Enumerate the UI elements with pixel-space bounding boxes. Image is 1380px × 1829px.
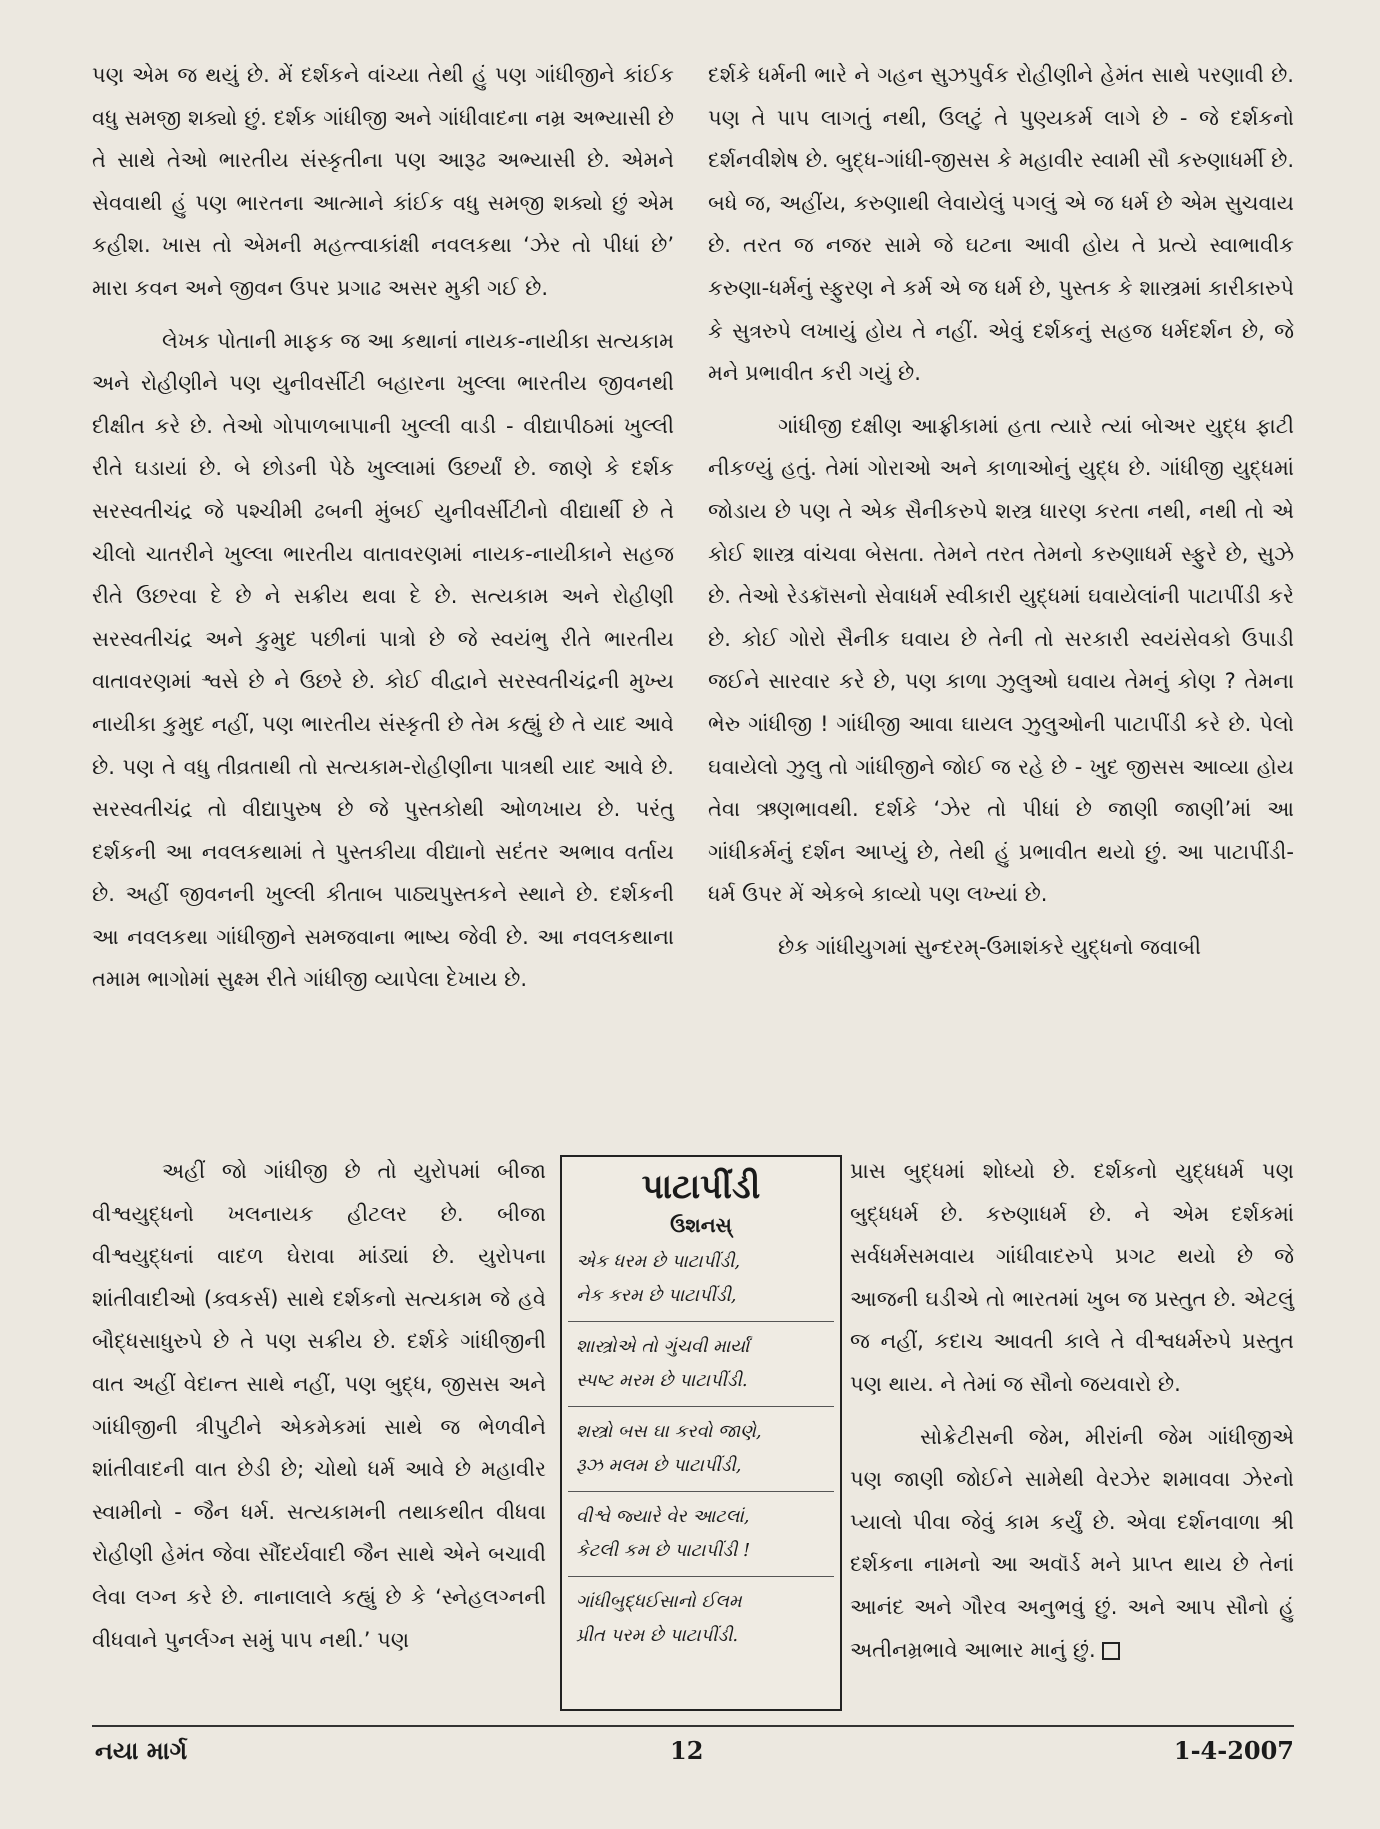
paragraph: દર્શકે ધર્મની ભારે ને ગહન સુઝપુર્વક રોહીણીને હેમંત સાથે પરણાવી છે. પણ તે પાપ લાગતું નથી, ઉલટું તે પુણ્યકર્મ લાગે છે - જે દર્શકનો દર્શનવીશેષ છે. બુદ્ધ-ગાંધી-જીસસ કે મહાવીર સ્વામી સૌ કરુણાધર્મી છે. બધે જ, અહીંય, કરુણાથી લેવાયેલું પગલું એ જ ધર્મ છે એમ સુચવાય છે. તરત જ નજર સામે જે ઘટના આવી હોય તે પ્રત્યે સ્વાભાવીક કરુણા-ધર્મનું સ્ફુરણ ને કર્મ એ જ ધર્મ છે, પુસ્તક કે શાસ્ત્રમાં કારીકારુપે કે સુત્રરુપે લખાયું હોય તે નહીં. એવું દર્શકનું સહજ ધર્મદર્શન છે, જે મને પ્રભાવીત કરી ગયું છે. [708, 63, 1294, 386]
magazine-name: નયા માર્ગ [95, 1736, 188, 1765]
stanza-divider [568, 1321, 834, 1322]
footer-divider [92, 1725, 1294, 1727]
stanza-divider [568, 1576, 834, 1577]
paragraph: લેખક પોતાની માફક જ આ કથાનાં નાયક-નાયીકા સત્યકામ અને રોહીણીને પણ યુનીવર્સીટી બહારના ખુલ્લા ભારતીય જીવનથી દીક્ષીત કરે છે. તેઓ ગોપાળબાપાની ખુલ્લી વાડી - વીદ્યાપીઠમાં ખુલ્લી રીતે ઘડાયાં છે. બે છોડની પેઠે ખુલ્લામાં ઉછર્યાં છે. જાણે કે દર્શક સરસ્વતીચંદ્ર જે પશ્ચીમી ઢબની મુંબઈ યુનીવર્સીટીનો વીદ્યાર્થી છે તે ચીલો ચાતરીને ખુલ્લા ભારતીય વાતાવરણમાં નાયક-નાયીકાને સહજ રીતે ઉછરવા દે છે ને સક્રીય થવા દે છે. સત્યકામ અને રોહીણી સરસ્વતીચંદ્ર અને કુમુદ પછીનાં પાત્રો છે જે સ્વયંભુ રીતે ભારતીય વાતાવરણમાં શ્વસે છે ને ઉછરે છે. કોઈ વીદ્વાને સરસ્વતીચંદ્રની મુખ્ય નાયીકા કુમુદ નહીં, પણ ભારતીય સંસ્કૃતી છે તેમ કહ્યું છે તે યાદ આવે છે. પણ તે વધુ તીવ્રતાથી તો સત્યકામ-રોહીણીના પાત્રથી યાદ આવે છે. સરસ્વતીચંદ્ર તો વીદ્યાપુરુષ છે જે પુસ્તકોથી ઓળખાય છે. પરંતુ દર્શકની આ નવલકથામાં તે પુસ્તકીયા વીદ્યાનો સદંતર અભાવ વર્તાય છે. અહીં જીવનની ખુલ્લી કીતાબ પાઠ્યપુસ્તકને સ્થાને છે. દર્શકની આ નવલકથા ગાંધીજીને સમજવાના ભાષ્ય જેવી છે. આ નવલકથાના તમામ ભાગોમાં સુક્ષ્મ રીતે ગાંધીજી વ્યાપેલા દેખાય છે. [92, 328, 674, 992]
poem-stanza [576, 1245, 826, 1313]
poem-line: શાસ્ત્રોએ તો ગુંચવી માર્યાં [576, 1336, 750, 1357]
page-number: 12 [670, 1736, 704, 1765]
poem-line: એક ધરમ છે પાટાપીંડી, [576, 1251, 741, 1272]
poem-line: પ્રીત પરમ છે પાટાપીંડી. [576, 1625, 739, 1646]
poem-stanza [576, 1585, 826, 1653]
article-column-left-top [92, 54, 674, 1011]
poem-stanza [576, 1330, 826, 1398]
article-column-right-bottom [850, 1150, 1294, 1681]
issue-date: 1-4-2007 [1173, 1736, 1294, 1765]
poem-line: શસ્ત્રો બસ ઘા કરવો જાણે, [576, 1421, 762, 1442]
paragraph [850, 1416, 1294, 1672]
poem-line: સ્પષ્ટ મરમ છે પાટાપીંડી. [576, 1370, 748, 1391]
article-column-right-top [708, 54, 1294, 978]
end-of-article-icon [1102, 1642, 1120, 1660]
poem-box [560, 1155, 842, 1711]
poem-stanza [576, 1415, 826, 1483]
poem-title: પાટાપીંડી [641, 1167, 761, 1207]
stanza-divider [568, 1491, 834, 1492]
poem-line: રૂઝ મલમ છે પાટાપીંડી, [576, 1455, 742, 1476]
article-column-left-bottom [92, 1150, 546, 1671]
poem-line: ગાંધીબુદ્ધઈસાનો ઈલમ [576, 1591, 742, 1612]
paragraph: પણ એમ જ થયું છે. મેં દર્શકને વાંચ્યા તેથી હું પણ ગાંધીજીને કાંઈક વધુ સમજી શક્યો છું. દર્શક ગાંધીજી અને ગાંધીવાદના નમ્ર અભ્યાસી છે તે સાથે તેઓ ભારતીય સંસ્કૃતીના પણ આરૂઢ અભ્યાસી છે. એમને સેવવાથી હું પણ ભારતના આત્માને કાંઈક વધુ સમજી શક્યો છું એમ કહીશ. ખાસ તો એમની મહત્ત્વાકાંક્ષી નવલકથા ‘ઝેર તો પીધાં છે’ મારા કવન અને જીવન ઉપર પ્રગાઢ અસર મુકી ગઈ છે. [92, 63, 674, 300]
paragraph: અહીં જો ગાંધીજી છે તો યુરોપમાં બીજા વીશ્વયુદ્ધનો ખલનાયક હીટલર છે. બીજા વીશ્વયુદ્ધનાં વાદળ ઘેરાવા માંડ્યાં છે. યુરોપના શાંતીવાદીઓ (ક્વકર્સ) સાથે દર્શકનો સત્યકામ જે હવે બૌદ્ધસાધુરુપે છે તે પણ સક્રીય છે. દર્શકે ગાંધીજીની વાત અહીં વેદાન્ત સાથે નહીં, પણ બુદ્ધ, જીસસ અને ગાંધીજીની ત્રીપુટીને એકમેકમાં સાથે જ ભેળવીને શાંતીવાદની વાત છેડી છે; ચોથો ધર્મ આવે છે મહાવીર સ્વામીનો - જૈન ધર્મ. સત્યકામની તથાકથીત વીધવા રોહીણી હેમંત જેવા સૌંદર્યવાદી જૈન સાથે એને બચાવી લેવા લગ્ન કરે છે. નાનાલાલે કહ્યું છે કે ‘સ્નેહલગ્નની વીધવાને પુનર્લગ્ન સમું પાપ નથી.’ પણ [92, 1159, 546, 1652]
poem-author: ઉશનસ્ [670, 1213, 732, 1237]
paragraph: છેક ગાંધીયુગમાં સુન્દરમ્-ઉમાશંકરે યુદ્ધનો જવાબી [778, 934, 1201, 959]
paragraph-text: સોક્રેટીસની જેમ, મીરાંની જેમ ગાંધીજીએ પણ જાણી જોઈને સામેથી વેરઝેર શમાવવા ઝેરનો પ્યાલો પીવા જેવું કામ કર્યું છે. એવા દર્શનવાળા શ્રી દર્શકના નામનો આ અવૉર્ડ મને પ્રાપ્ત થાય છે તેનાં આનંદ અને ગૌરવ અનુભવું છું. અને આપ સૌનો હું અતીનમ્રભાવે આભાર માનું છું. [850, 1424, 1294, 1662]
stanza-divider [568, 1406, 834, 1407]
poem-line: નેક કરમ છે પાટાપીંડી, [576, 1285, 737, 1306]
paragraph: ગાંધીજી દક્ષીણ આફ્રીકામાં હતા ત્યારે ત્યાં બોઅર યુદ્ધ ફાટી નીકળ્યું હતું. તેમાં ગોરાઓ અને કાળાઓનું યુદ્ધ છે. ગાંધીજી યુદ્ધમાં જોડાય છે પણ તે એક સૈનીકરુપે શસ્ત્ર ધારણ કરતા નથી, નથી તો એ કોઈ શાસ્ત્ર વાંચવા બેસતા. તેમને તરત તેમનો કરુણાધર્મ સ્ફુરે છે, સુઝે છે. તેઓ રેડક્રૉસનો સેવાધર્મ સ્વીકારી યુદ્ધમાં ઘવાયેલાંની પાટાપીંડી કરે છે. કોઈ ગોરો સૈનીક ઘવાય છે તેની તો સરકારી સ્વયંસેવકો ઉપાડી જઈને સારવાર કરે છે, પણ કાળા ઝુલુઓ ઘવાય તેમનું કોણ ? તેમના ભેરુ ગાંધીજી ! ગાંધીજી આવા ઘાયલ ઝુલુઓની પાટાપીંડી કરે છે. પેલો ઘવાયેલો ઝુલુ તો ગાંધીજીને જોઈ જ રહે છે - ખુદ જીસસ આવ્યા હોય તેવા ઋણભાવથી. દર્શકે ‘ઝેર તો પીધાં છે જાણી જાણી’માં આ ગાંધીકર્મનું દર્શન આપ્યું છે, તેથી હું પ્રભાવીત થયો છું. આ પાટાપીંડી-ધર્મ ઉપર મેં એકબે કાવ્યો પણ લખ્યાં છે. [708, 413, 1294, 907]
poem-line: કેટલી કમ છે પાટાપીંડી ! [576, 1540, 751, 1561]
poem-line: વીશ્વે જ્યારે વેર આટલાં, [576, 1506, 750, 1527]
poem-stanza [576, 1500, 826, 1568]
paragraph: પ્રાસ બુદ્ધમાં શોધ્યો છે. દર્શકનો યુદ્ધધર્મ પણ બુદ્ધધર્મ છે. કરુણાધર્મ છે. ને એમ દર્શકમાં સર્વધર્મસમવાય ગાંધીવાદરુપે પ્રગટ થયો છે જે આજની ઘડીએ તો ભારતમાં ખુબ જ પ્રસ્તુત છે. એટલું જ નહીં, કદાચ આવતી કાલે તે વીશ્વધર્મરુપે પ્રસ્તુત પણ થાય. ને તેમાં જ સૌનો જયવારો છે. [850, 1159, 1294, 1396]
